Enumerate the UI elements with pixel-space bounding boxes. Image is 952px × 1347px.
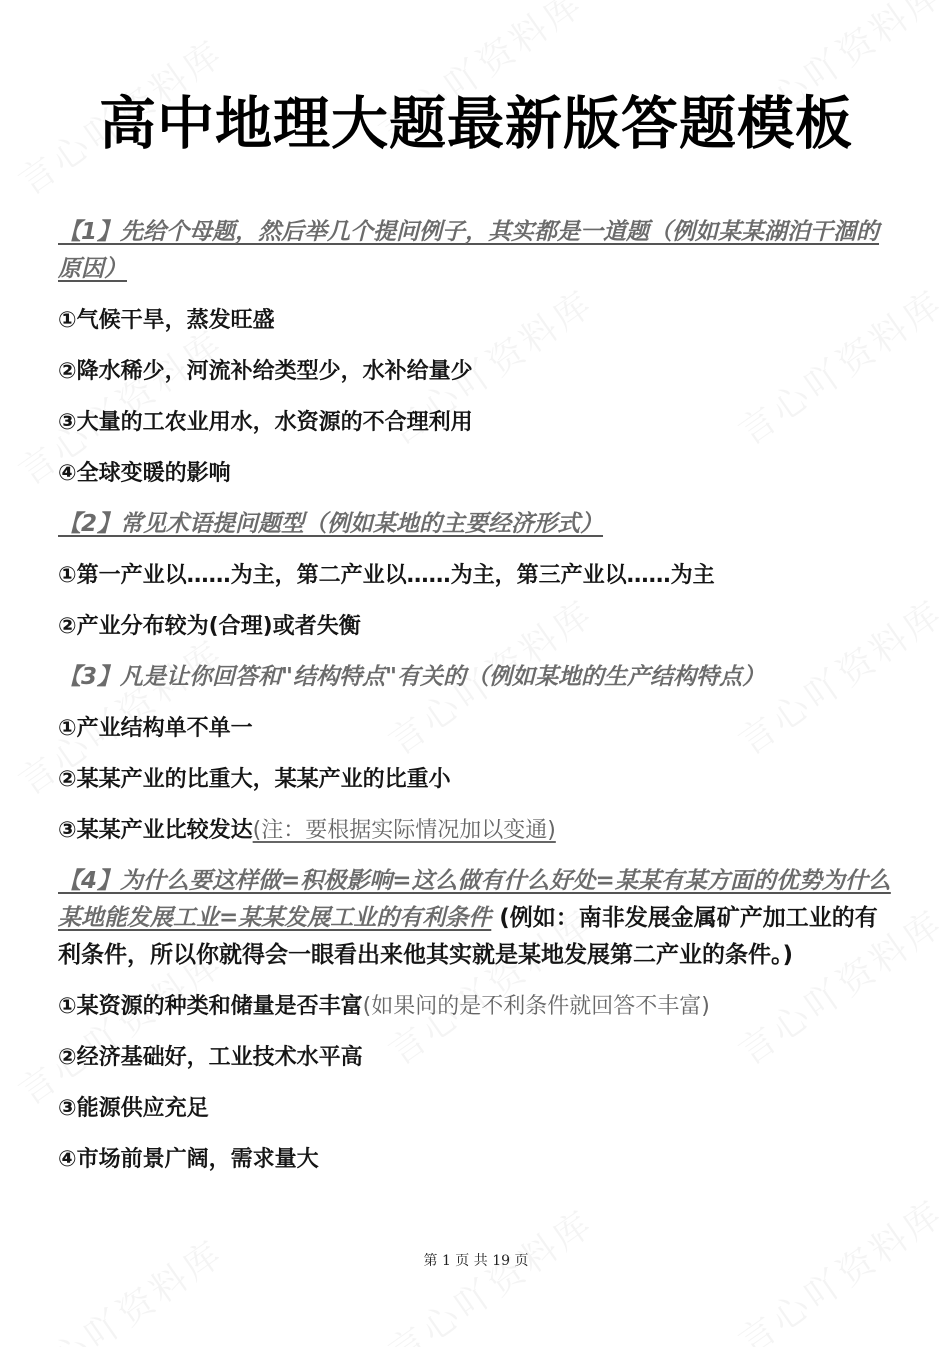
list-item-note: (如果问的是不利条件就回答不丰富) (362, 994, 710, 1019)
section-heading (58, 863, 898, 974)
section-heading-text: 【2】常见术语提问题型（例如某地的主要经济形式） (58, 511, 604, 537)
section-heading-text: 【4】为什么要这样做=积极影响=这么做有什么好处=某某有某方面的优势为什么某地能发展工业=某某发展工业的有利条件 (58, 868, 891, 931)
watermark-text (7, 1226, 233, 1347)
list-item-text: ①某资源的种类和储量是否丰富 (58, 994, 363, 1019)
list-item: ①第一产业以……为主，第二产业以……为主，第三产业以……为主 (58, 563, 715, 588)
list-item: ②降水稀少，河流补给类型少，水补给量少 (58, 359, 473, 384)
page-title: 高中地理大题最新版答题模板 (99, 90, 853, 157)
section-heading-text: 【1】先给个母题，然后举几个提问例子，其实都是一道题（例如某某湖泊干涸的原因） (58, 219, 880, 282)
list-item: ①气候干旱，蒸发旺盛 (58, 308, 275, 333)
watermark-text (377, 1196, 603, 1347)
section-heading-example: (例如：南非发展金属矿产加工业的有利条件，所以你就得会一眼看出来他其实就是某地发展第二产业的条件。) (58, 905, 878, 968)
list-item: ③能源供应充足 (58, 1096, 209, 1121)
list-item-note: (注：要根据实际情况加以变通) (252, 818, 556, 843)
page-footer: 第 1 页 共 19 页 (423, 1253, 529, 1269)
list-item: ④市场前景广阔，需求量大 (58, 1147, 319, 1172)
list-item: ①产业结构单不单一 (58, 716, 253, 741)
list-item: ②某某产业的比重大，某某产业的比重小 (58, 767, 451, 792)
list-item (58, 813, 898, 849)
list-item: ②产业分布较为(合理)或者失衡 (58, 614, 361, 639)
list-item-text: ③某某产业比较发达 (58, 818, 253, 843)
section-heading: 【3】凡是让你回答和"结构特点"有关的（例如某地的生产结构特点） (58, 664, 765, 690)
list-item: ②经济基础好，工业技术水平高 (58, 1045, 363, 1070)
list-item: ④全球变暖的影响 (58, 461, 231, 486)
section-heading (58, 506, 898, 543)
document-body (58, 214, 898, 1178)
list-item (58, 989, 898, 1025)
list-item: ③大量的工农业用水，水资源的不合理利用 (58, 410, 473, 435)
section-heading (58, 214, 898, 288)
